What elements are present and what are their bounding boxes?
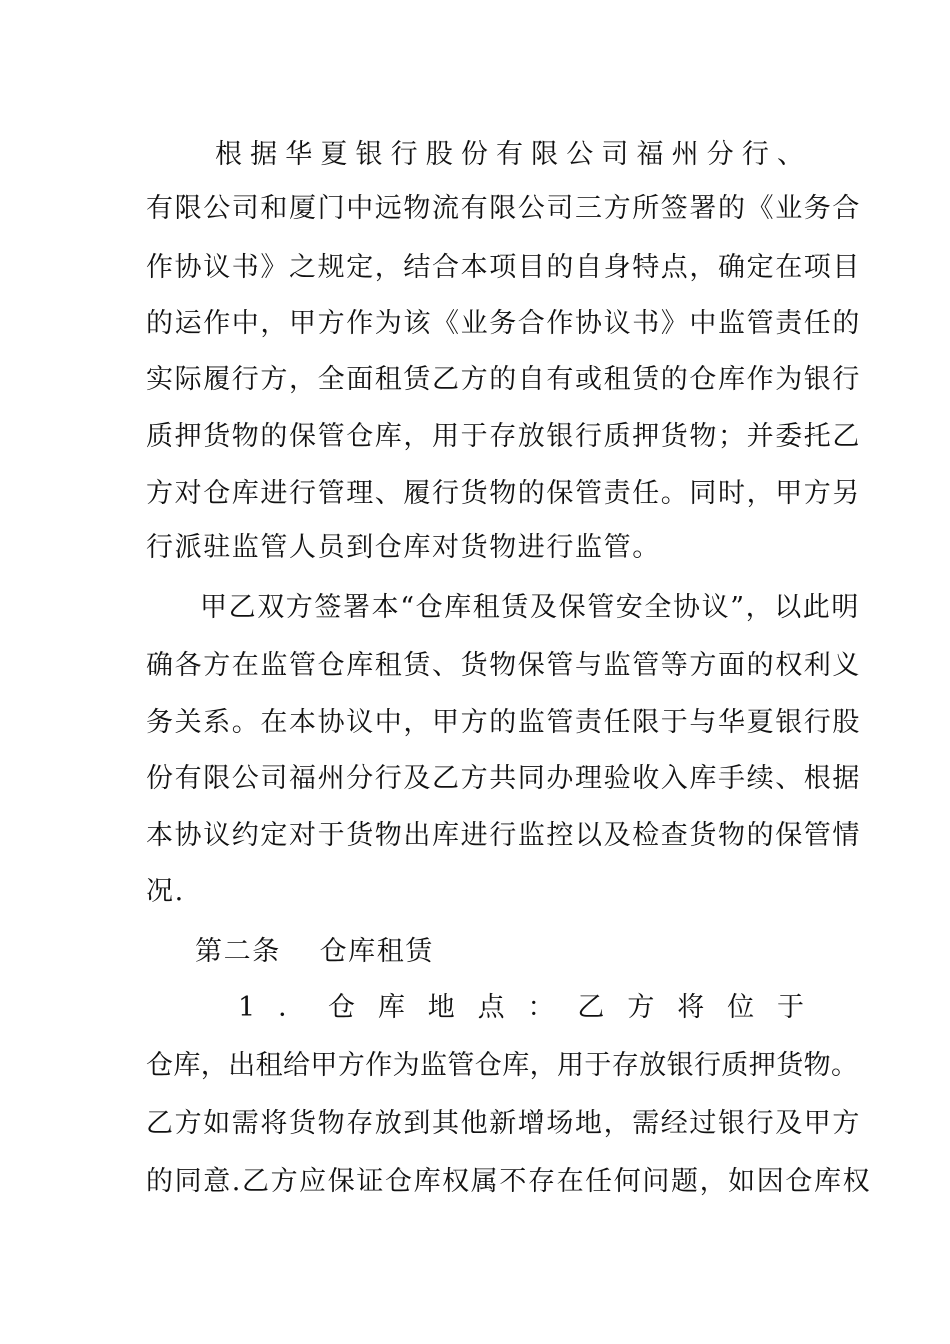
paragraph-2-line-1: 甲乙双方签署本“仓库租赁及保管安全协议”，以此明: [200, 592, 861, 623]
clause-1-line-1: [238, 988, 804, 1028]
paragraph-1-line-2: 有限公司和厦门中远物流有限公司三方所签署的《业务合: [146, 193, 861, 224]
paragraph-2-line-4: 份有限公司福州分行及乙方共同办理验收入库手续、根据: [146, 763, 861, 794]
paragraph-2-line-2: 确各方在监管仓库租赁、货物保管与监管等方面的权利义: [146, 650, 861, 681]
paragraph-1-line-7: 方对仓库进行管理、履行货物的保管责任。同时，甲方另: [146, 478, 861, 509]
paragraph-1-line-6: 质押货物的保管仓库，用于存放银行质押货物；并委托乙: [146, 421, 861, 452]
paragraph-2-line-5: 本协议约定对于货物出库进行监控以及检查货物的保管情: [146, 820, 861, 851]
paragraph-1-line-4: 的运作中，甲方作为该《业务合作协议书》中监管责任的: [146, 308, 861, 339]
clause-1-line-3: 乙方如需将货物存放到其他新增场地，需经过银行及甲方: [146, 1108, 861, 1139]
spread-text: 1 ． 仓 库 地 点 ： 乙 方 将 位 于: [238, 992, 804, 1023]
clause-1-line-4: 的同意.乙方应保证仓库权属不存在任何问题，如因仓库权: [146, 1166, 872, 1197]
paragraph-1-line-1: [215, 135, 804, 175]
paragraph-2-line-3: 务关系。在本协议中，甲方的监管责任限于与华夏银行股: [146, 707, 861, 738]
paragraph-1-line-8: 行派驻监管人员到仓库对货物进行监管。: [146, 532, 661, 563]
paragraph-1-line-3: 作协议书》之规定，结合本项目的自身特点，确定在项目: [146, 252, 861, 283]
clause-1-line-2: 仓库，出租给甲方作为监管仓库，用于存放银行质押货物。: [146, 1050, 859, 1081]
section-heading: 第二条 仓库租赁: [195, 936, 434, 967]
paragraph-2-line-6: 况.: [146, 876, 185, 907]
spread-text: 根 据 华 夏 银 行 股 份 有 限 公 司 福 州 分 行 、: [215, 139, 804, 170]
paragraph-1-line-5: 实际履行方，全面租赁乙方的自有或租赁的仓库作为银行: [146, 364, 861, 395]
